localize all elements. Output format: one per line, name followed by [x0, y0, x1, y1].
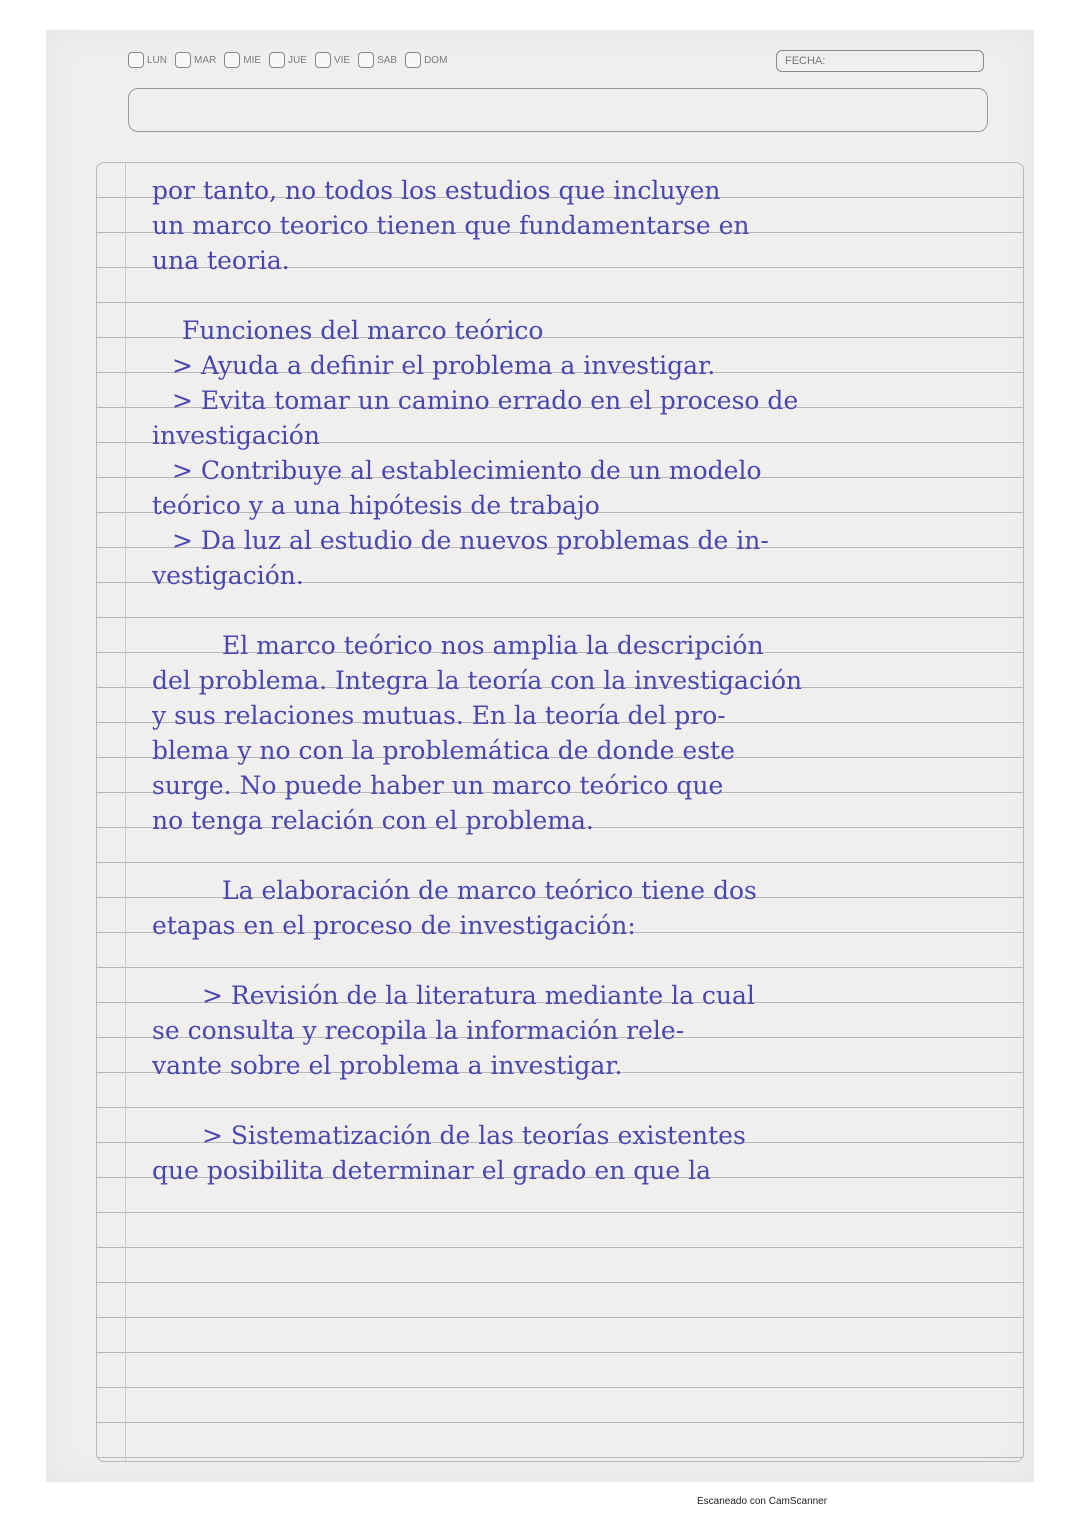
- text-line: se consulta y recopila la información rele-: [152, 1016, 685, 1045]
- text-line: surge. No puede haber un marco teórico que: [152, 771, 724, 800]
- text-line: por tanto, no todos los estudios que incluyen: [152, 176, 721, 205]
- text-line: un marco teorico tienen que fundamentarse en: [152, 211, 750, 240]
- text-line: una teoria.: [152, 246, 290, 275]
- day-vie: [315, 52, 350, 68]
- handwritten-text: [152, 173, 1024, 1188]
- text-line: El marco teórico nos amplia la descripción: [222, 631, 764, 660]
- text-line: del problema. Integra la teoría con la investigación: [152, 666, 803, 695]
- margin-line: [125, 163, 126, 1461]
- day-label: VIE: [333, 54, 351, 66]
- blank-line: [152, 1083, 1024, 1118]
- day-checkbox: [128, 52, 144, 68]
- text-line: vestigación.: [152, 561, 304, 590]
- date-field: [776, 50, 984, 72]
- text-line: que posibilita determinar el grado en que la: [152, 1156, 711, 1185]
- weekday-selector: [128, 52, 453, 68]
- day-label: SAB: [377, 54, 398, 66]
- date-label: FECHA:: [785, 55, 826, 67]
- text-line: etapas en el proceso de investigación:: [152, 911, 636, 940]
- text-line: > Sistematización de las teorías existentes: [202, 1121, 746, 1150]
- day-label: MIE: [243, 54, 262, 66]
- text-line: no tenga relación con el problema.: [152, 806, 594, 835]
- text-line: > Contribuye al establecimiento de un modelo: [172, 456, 762, 485]
- text-line: > Ayuda a definir el problema a investigar.: [172, 351, 716, 380]
- day-checkbox: [405, 52, 421, 68]
- day-label: JUE: [288, 54, 307, 66]
- day-label: LUN: [147, 54, 168, 66]
- day-sab: [358, 52, 397, 68]
- section-heading: Funciones del marco teórico: [182, 316, 544, 345]
- day-dom: [405, 52, 447, 68]
- day-mie: [224, 52, 261, 68]
- ruled-area: [96, 162, 1024, 1462]
- day-checkbox: [224, 52, 240, 68]
- title-box: [128, 88, 988, 132]
- day-label: MAR: [194, 54, 217, 66]
- text-line: > Da luz al estudio de nuevos problemas de in-: [172, 526, 769, 555]
- day-checkbox: [358, 52, 374, 68]
- text-line: y sus relaciones mutuas. En la teoría del pro-: [152, 701, 726, 730]
- blank-line: [152, 838, 1024, 873]
- notebook-page: [46, 30, 1034, 1482]
- text-line: blema y no con la problemática de donde este: [152, 736, 735, 765]
- day-jue: [269, 52, 307, 68]
- text-line: La elaboración de marco teórico tiene dos: [222, 876, 757, 905]
- day-lun: [128, 52, 167, 68]
- day-label: DOM: [424, 54, 448, 66]
- text-line: investigación: [152, 421, 320, 450]
- day-mar: [175, 52, 216, 68]
- text-line: > Evita tomar un camino errado en el proceso de: [172, 386, 799, 415]
- text-line: > Revisión de la literatura mediante la cual: [202, 981, 755, 1010]
- blank-line: [152, 943, 1024, 978]
- day-checkbox: [315, 52, 331, 68]
- day-checkbox: [269, 52, 285, 68]
- blank-line: [152, 593, 1024, 628]
- text-line: vante sobre el problema a investigar.: [152, 1051, 623, 1080]
- blank-line: [152, 278, 1024, 313]
- scanner-credit: Escaneado con CamScanner: [697, 1496, 828, 1507]
- text-line: teórico y a una hipótesis de trabajo: [152, 491, 600, 520]
- day-checkbox: [175, 52, 191, 68]
